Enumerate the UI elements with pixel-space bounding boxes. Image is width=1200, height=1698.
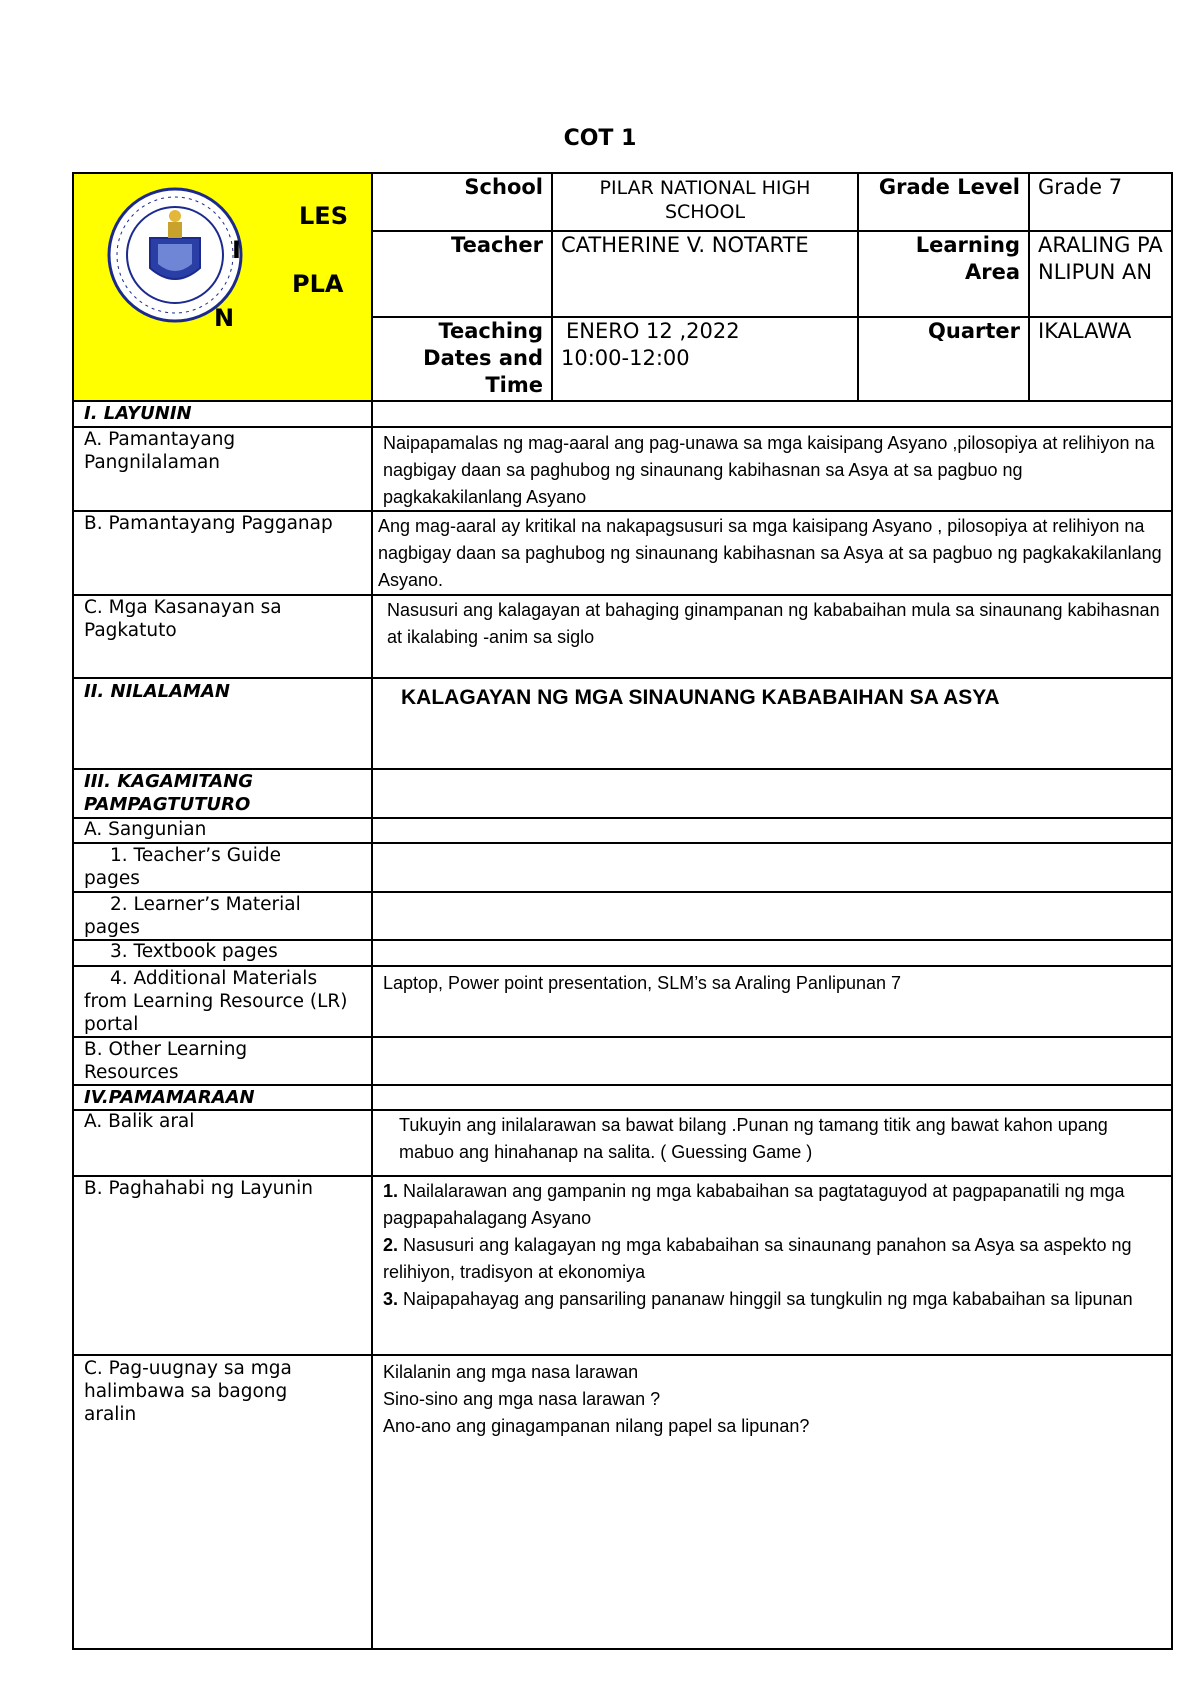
label-sangunian: A. Sangunian (84, 819, 207, 840)
uugnay-line-3: Ano-ano ang ginagampanan nilang papel sa lipunan? (383, 1416, 810, 1436)
quarter-value: IKALAWA (1038, 319, 1132, 343)
label-paghahabi: B. Paghahabi ng Layunin (84, 1178, 314, 1199)
text-balik-aral: Tukuyin ang inilalarawan sa bawat bilang .Punan ng tamang titik ang bawat kahon upang mabuo ang hinahanap na salita. ( Guessing Game ) (399, 1115, 1108, 1162)
section-pamamaraan: IV.PAMAMARAAN (84, 1087, 255, 1108)
text-pamantayang-pangnilalaman: Naipapamalas ng mag-aaral ang pag-unawa sa mga kaisipang Asyano ,pilosopiya at relihiyon na nagbigay daan sa paghubog ng sinaunang kabihasnan sa Asya at sa pagbuo ng pagkakakilanlang Asyano (383, 433, 1155, 507)
grade-value: Grade 7 (1038, 175, 1123, 199)
grade-label: Grade Level (878, 175, 1020, 199)
teacher-label: Teacher (451, 233, 543, 257)
lesson-plan-table (72, 172, 1173, 1650)
objective-1 (383, 1178, 1163, 1232)
label-other-resources: B. Other Learning Resources (84, 1039, 248, 1083)
label-additional: 4. Additional Materials from Learning Resource (LR) portal (84, 968, 348, 1035)
uugnay-line-1: Kilalanin ang mga nasa larawan (383, 1362, 639, 1382)
document-title: COT 1 (563, 126, 637, 151)
dates-label: Teaching Dates and Time (423, 319, 543, 397)
dates-value-date: ENERO 12 ,2022 (566, 319, 740, 343)
text-additional: Laptop, Power point presentation, SLM’s sa Araling Panlipunan 7 (383, 973, 902, 993)
objective-2-number: 2. (383, 1235, 399, 1255)
objective-2 (383, 1232, 1163, 1286)
text-pamantayang-pagganap: Ang mag-aaral ay kritikal na nakapagsusuri sa mga kaisipang Asyano , pilosopiya at relihiyon na nagbigay daan sa paghubog ng sinaunang kabihasnan sa Asya at sa pagbuo ng pagkakakilanlang Asyano. (378, 516, 1162, 590)
text-kasanayan: Nasusuri ang kalagayan at bahaging ginampanan ng kababaihan mula sa sinaunang kabihasnan at ikalabing -anim sa siglo (387, 600, 1160, 647)
logo-word-les: LES (299, 202, 348, 230)
label-textbook-pages: 3. Textbook pages (110, 941, 278, 962)
school-value: PILAR NATIONAL HIGH SCHOOL (599, 177, 811, 223)
dates-value-time: 10:00-12:00 (561, 346, 690, 370)
objective-2-text: Nasusuri ang kalagayan ng mga kababaihan sa sinaunang panahon sa Asya sa aspekto ng relihiyon, tradisyon at ekonomiya (383, 1235, 1132, 1282)
quarter-label: Quarter (928, 319, 1020, 343)
logo-word-pla: PLA (292, 270, 344, 298)
section-layunin: I. LAYUNIN (84, 403, 192, 424)
text-nilalaman: KALAGAYAN NG MGA SINAUNANG KABABAIHAN SA ASYA (401, 686, 1000, 709)
label-pag-uugnay: C. Pag-uugnay sa mga halimbawa sa bagong aralin (84, 1358, 292, 1425)
objective-3-text: Naipapahayag ang pansariling pananaw hinggil sa tungkulin ng mga kababaihan sa lipunan (403, 1289, 1133, 1309)
label-pamantayang-pagganap: B. Pamantayang Pagganap (84, 513, 333, 534)
label-balik-aral: A. Balik aral (84, 1111, 195, 1132)
objective-1-number: 1. (383, 1181, 399, 1201)
section-kagamitan: III. KAGAMITANG PAMPAGTUTURO (84, 771, 254, 815)
section-nilalaman: II. NILALAMAN (84, 681, 230, 702)
objective-1-text: Nailalarawan ang gampanin ng mga kababaihan sa pagtataguyod at pagpapanatili ng mga pagpapahalagang Asyano (383, 1181, 1125, 1228)
learning-area-value: ARALING PANLIPUN AN (1038, 233, 1163, 284)
teacher-value: CATHERINE V. NOTARTE (561, 233, 809, 257)
objective-3-number: 3. (383, 1289, 399, 1309)
label-lm-pages: 2. Learner’s Material pages (84, 894, 301, 938)
objective-3 (383, 1286, 1163, 1313)
school-label: School (464, 175, 543, 199)
label-tg-pages: 1. Teacher’s Guide pages (84, 845, 282, 889)
text-pag-uugnay (373, 1359, 1173, 1647)
logo-word-i: I (232, 236, 241, 264)
learning-area-label: Learning Area (915, 233, 1020, 284)
dates-value (553, 318, 857, 400)
logo-word-n: N (214, 304, 235, 332)
label-kasanayan: C. Mga Kasanayan sa Pagkatuto (84, 597, 282, 641)
objectives-list (373, 1178, 1173, 1354)
logo-cell (74, 174, 372, 401)
uugnay-line-2: Sino-sino ang mga nasa larawan ? (383, 1389, 661, 1409)
label-pamantayang-pangnilalaman: A. Pamantayang Pangnilalaman (84, 429, 236, 473)
